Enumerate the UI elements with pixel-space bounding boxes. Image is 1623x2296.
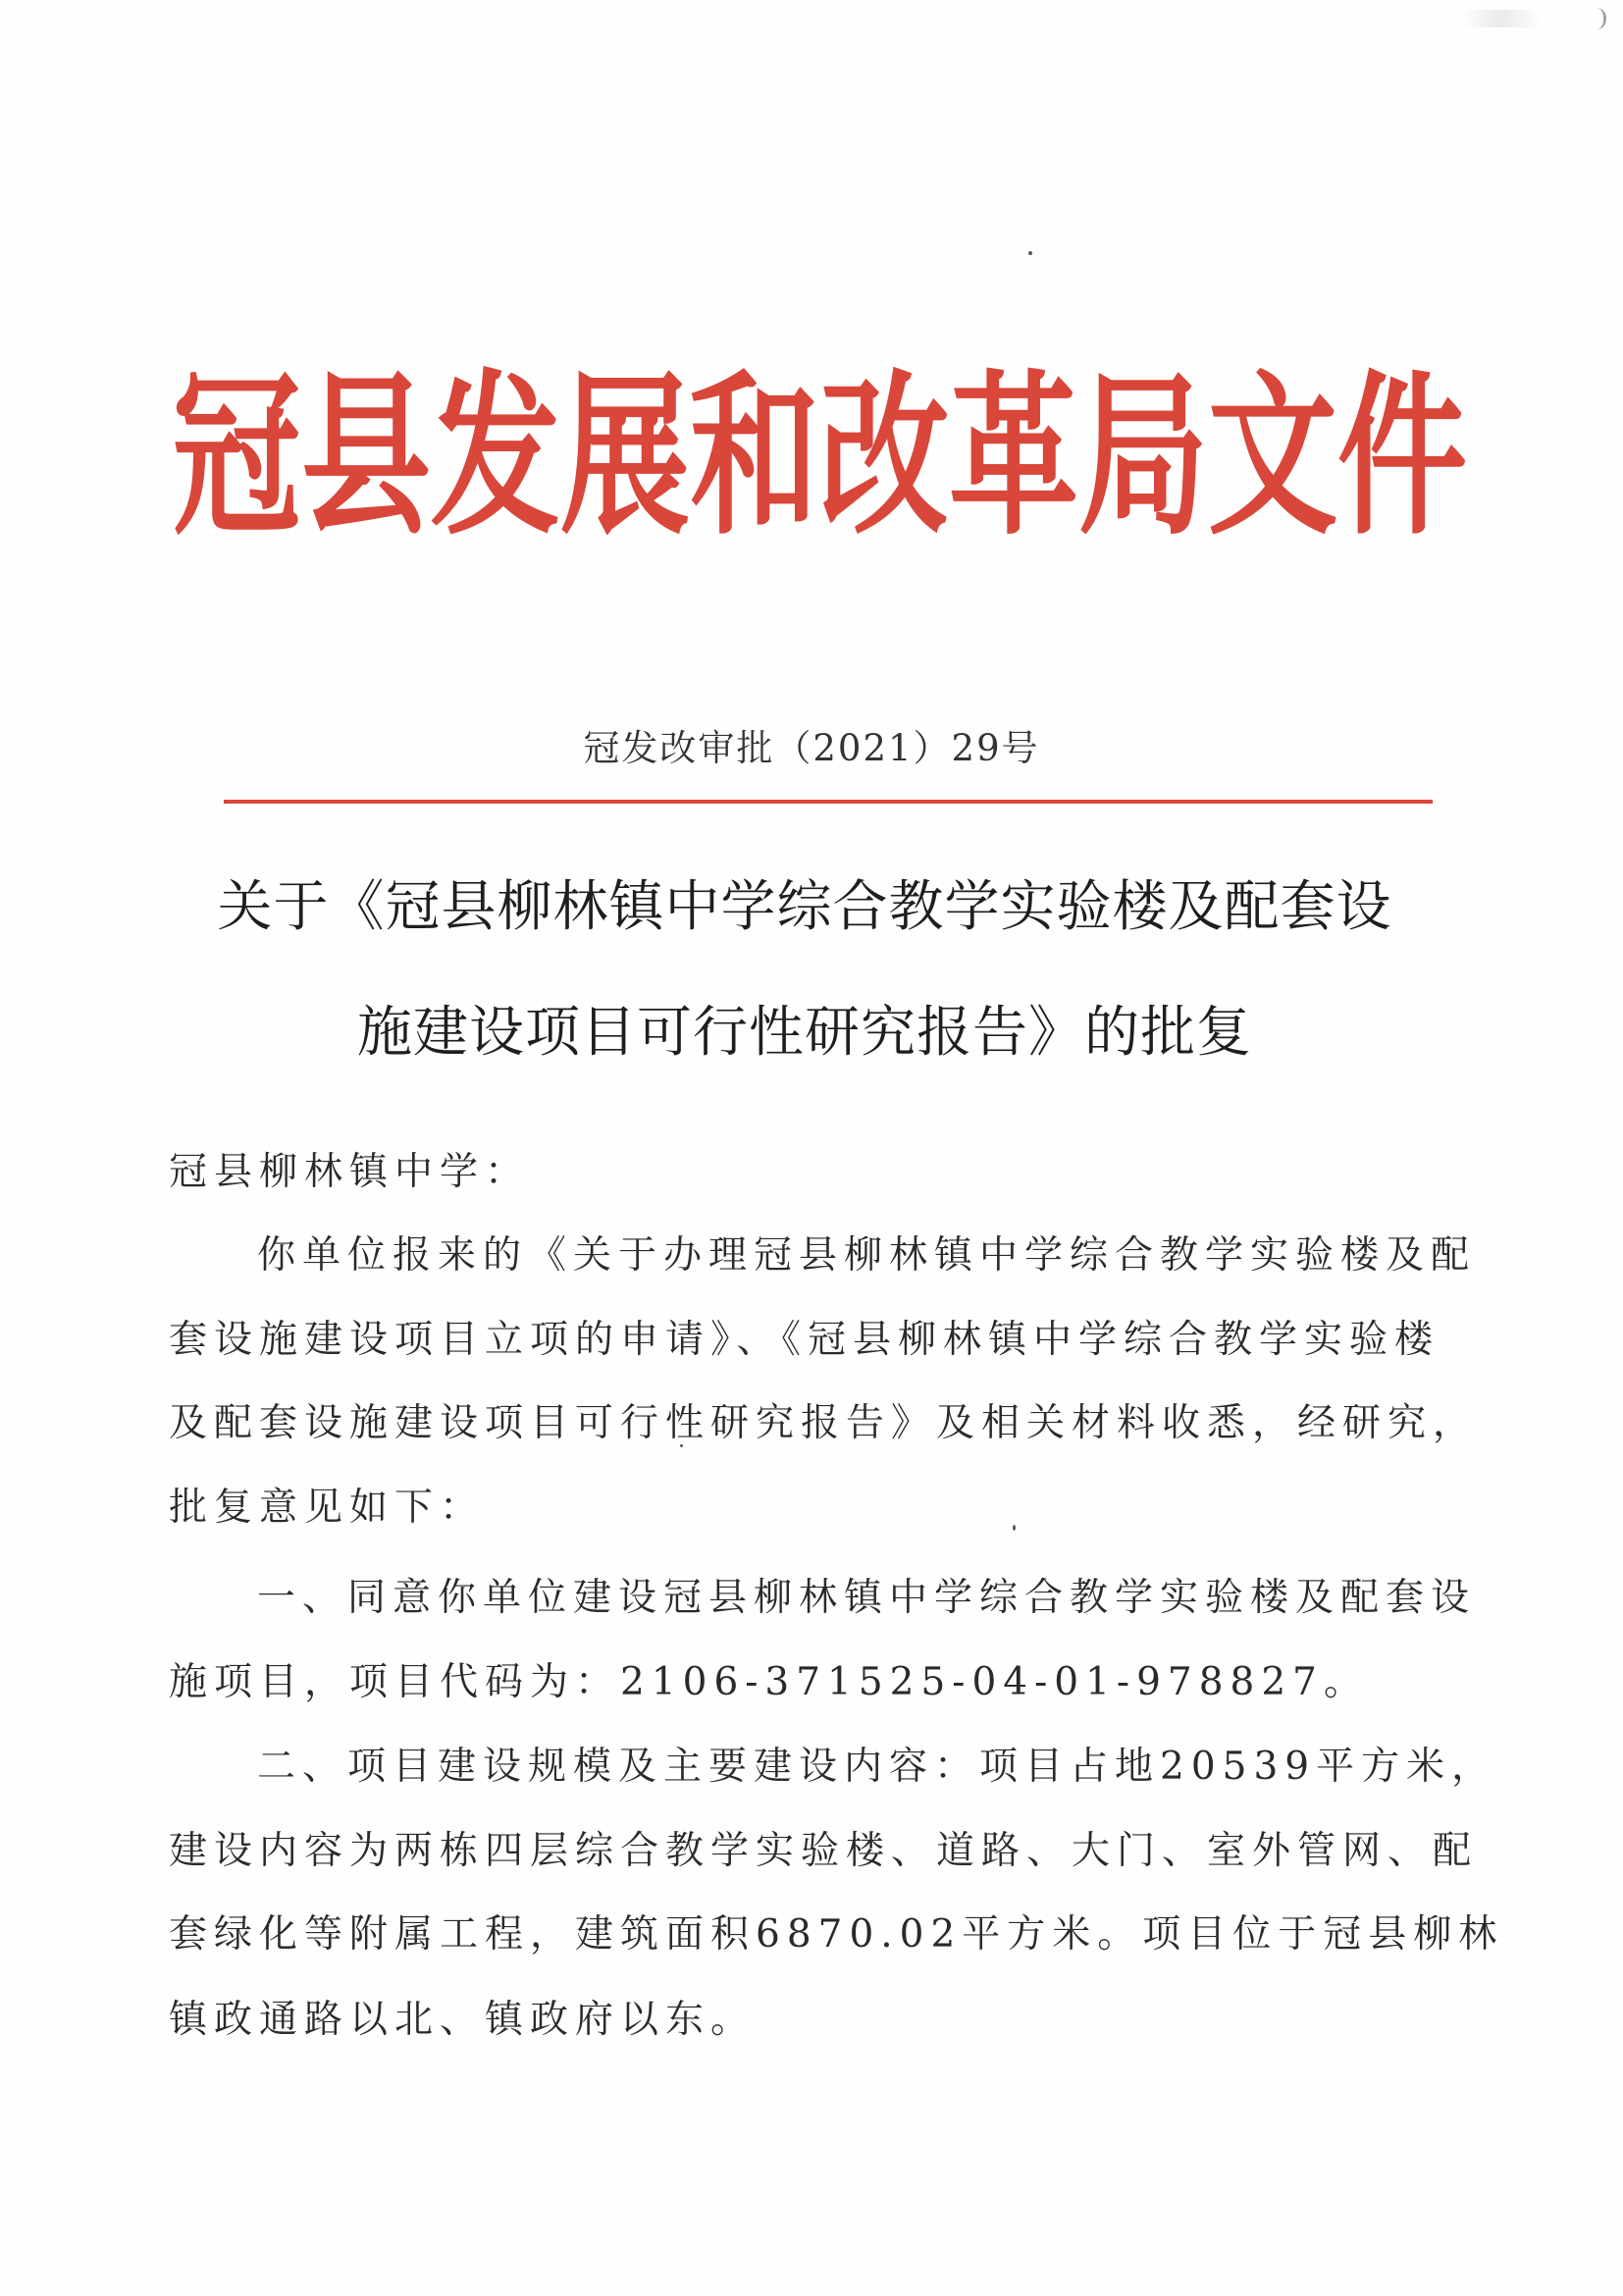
body-text-line: 及配套设施建设项目可行性研究报告》及相关材料收悉，经研究， bbox=[169, 1401, 1479, 1445]
document-number: 冠发改审批（2021）29号 bbox=[583, 727, 1040, 769]
body-text-line: 建设内容为两栋四层综合教学实验楼、道路、大门、室外管网、配 bbox=[169, 1829, 1479, 1873]
body-text-line: 套设施建设项目立项的申请》、《冠县柳林镇中学综合教学实验楼 bbox=[169, 1318, 1440, 1362]
subject-title-line-2: 施建设项目可行性研究报告》的批复 bbox=[357, 1001, 1252, 1065]
body-text-line: 施项目，项目代码为：2106-371525-04-01-978827。 bbox=[169, 1660, 1369, 1704]
body-text-line: 你单位报来的《关于办理冠县柳林镇中学综合教学实验楼及配 bbox=[257, 1233, 1477, 1278]
addressee: 冠县柳林镇中学： bbox=[169, 1150, 531, 1194]
body-text-line: 二、项目建设规模及主要建设内容：项目占地20539平方米， bbox=[257, 1745, 1497, 1789]
body-text-line: 批复意见如下： bbox=[169, 1486, 486, 1530]
body-text-line: 套绿化等附属工程，建筑面积6870.02平方米。项目位于冠县柳林 bbox=[169, 1912, 1504, 1957]
scan-artifact bbox=[1462, 10, 1541, 27]
scan-artifact bbox=[1590, 8, 1606, 29]
scan-speck bbox=[1028, 251, 1032, 255]
body-text-line: 镇政通路以北、镇政府以东。 bbox=[169, 1998, 757, 2042]
issuing-authority-title: 冠县发展和改革局文件 bbox=[172, 353, 1467, 560]
body-text-line: 一、同意你单位建设冠县柳林镇中学综合教学实验楼及配套设 bbox=[257, 1576, 1477, 1620]
subject-title-line-1: 关于《冠县柳林镇中学综合教学实验楼及配套设 bbox=[217, 875, 1392, 939]
red-divider-line bbox=[224, 800, 1433, 804]
